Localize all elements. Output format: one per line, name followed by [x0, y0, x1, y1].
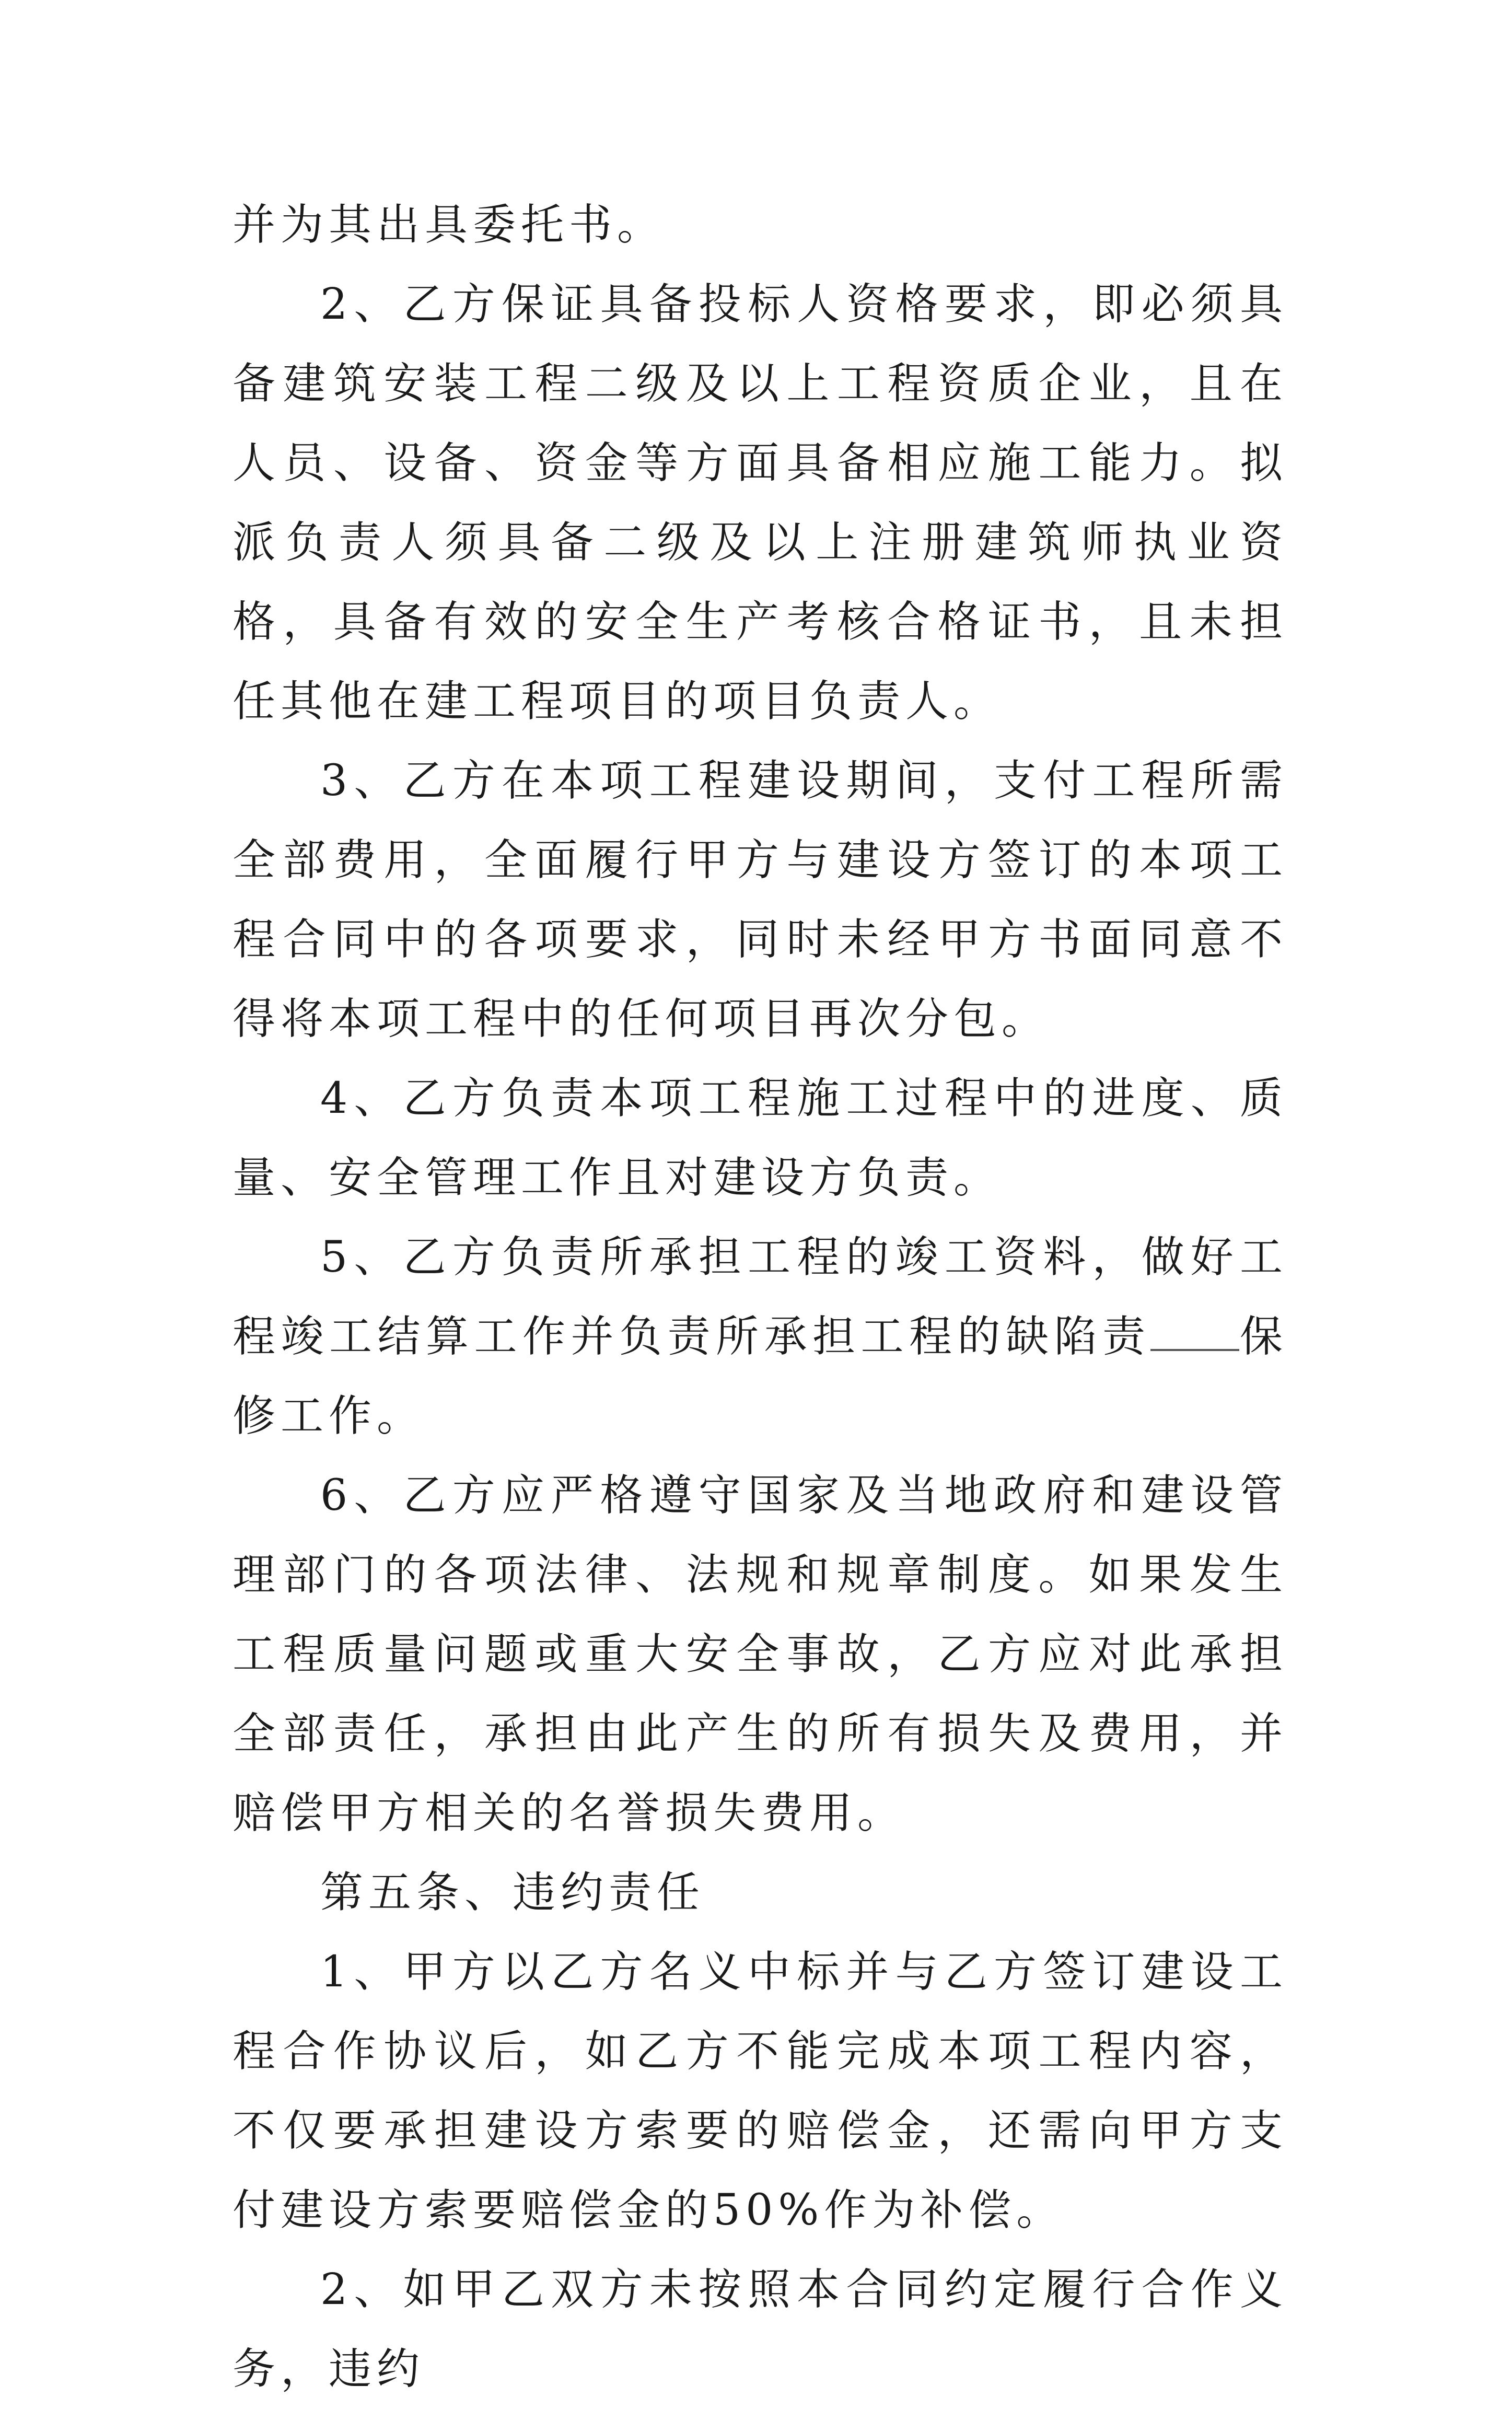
paragraph-clause-6-compliance: 6、乙方应严格遵守国家及当地政府和建设管理部门的各项法律、法规和规章制度。如果发生工程质量问题或重大安全事故，乙方应对此承担全部责任，承担由此产生的所有损失及费用，并赔偿甲方相关的名誉损失费用。: [232, 1471, 1288, 1838]
paragraph-clause-2-qualification: 2、乙方保证具备投标人资格要求，即必须具备建筑安装工程二级及以上工程资质企业，且在人员、设备、资金等方面具备相应施工能力。拟派负责人须具备二级及以上注册建筑师执业资格，具备有效的安全生产考核合格证书，且未担任其他在建工程项目的项目负责人。: [232, 280, 1288, 726]
paragraph-liability-2: 2、如甲乙双方未按照本合同约定履行合作义务，违约: [232, 2265, 1288, 2394]
paragraph-clause-5-completion: [232, 1218, 1288, 1456]
paragraph-clause-5-text-after: 保修工作。: [232, 1312, 1288, 1441]
section-heading-article-5: 第五条、违约责任: [320, 1868, 705, 1917]
paragraph-clause-3-costs: 3、乙方在本项工程建设期间，支付工程所需全部费用，全面履行甲方与建设方签订的本项工程合同中的各项要求，同时未经甲方书面同意不得将本项工程中的任何项目再次分包。: [232, 756, 1288, 1044]
document-body: [232, 185, 1288, 2409]
paragraph-continuation: 并为其出具委托书。: [232, 200, 666, 250]
paragraph-liability-1: 1、甲方以乙方名义中标并与乙方签订建设工程合作协议后，如乙方不能完成本项工程内容，不仅要承担建设方索要的赔偿金，还需向甲方支付建设方索要赔偿金的50%作为补偿。: [232, 1947, 1288, 2235]
fill-in-blank: [1150, 1312, 1239, 1351]
paragraph-clause-5-text-before: 5、乙方负责所承担工程的竣工资料，做好工程竣工结算工作并负责所承担工程的缺陷责: [232, 1232, 1288, 1361]
paragraph-clause-4-management: 4、乙方负责本项工程施工过程中的进度、质量、安全管理工作且对建设方负责。: [232, 1074, 1288, 1203]
